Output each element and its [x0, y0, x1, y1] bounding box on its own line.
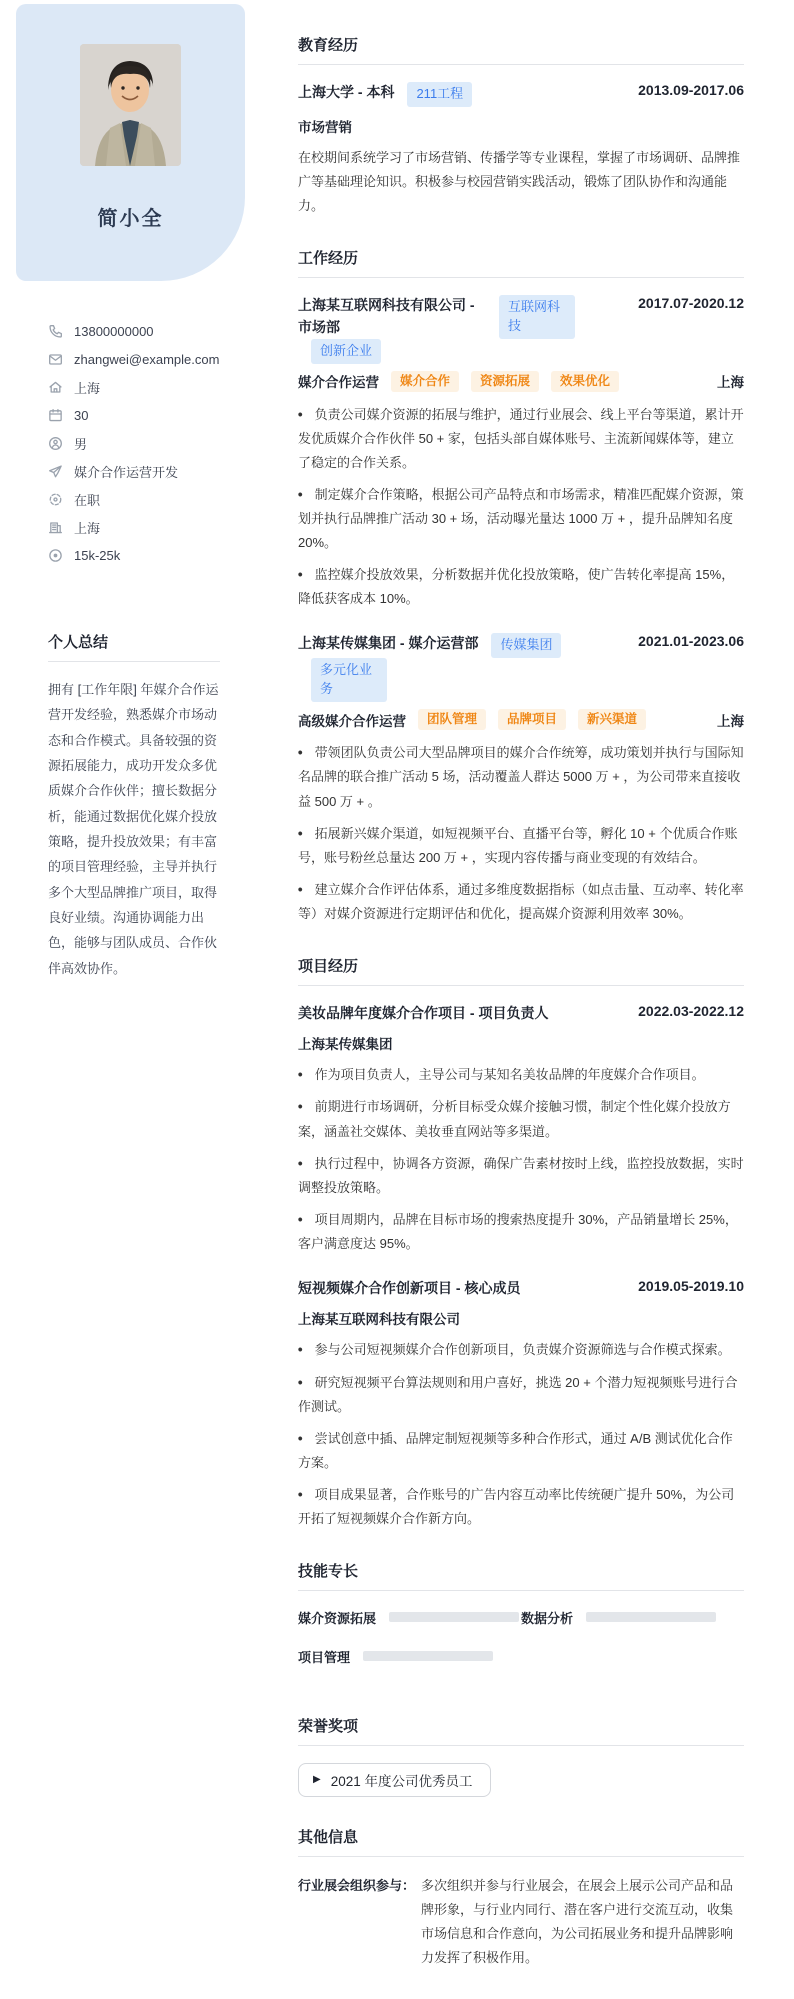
contact-item: [48, 345, 252, 373]
contact-text: 上海: [74, 380, 101, 396]
contact-item: [48, 317, 252, 345]
summary-text: 拥有 [工作年限] 年媒介合作运营开发经验，熟悉媒介市场动态和合作模式。具备较强的资源拓展能力，成功开发众多优质媒介合作伙伴；擅长数据分析，能通过数据优化媒介投放策略，提升投放效果；有丰富的项目管理经验，主导并执行多个大型品牌推广项目，取得良好业绩。沟通协调能力出色，能够与团队成员、合作伙伴高效协作。: [48, 682, 219, 976]
work-location: 上海: [717, 375, 744, 391]
work-head-left: [298, 295, 626, 364]
keyword-tag: 新兴渠道: [578, 709, 646, 731]
skill-label: 数据分析: [521, 1610, 574, 1626]
education-head: [298, 82, 744, 107]
contact-text: 媒介合作运营开发: [74, 464, 179, 480]
work-head: [298, 633, 744, 702]
contact-item: [48, 429, 252, 457]
other-info-text: 多次组织并参与行业展会，在展会上展示公司产品和品牌形象，与行业内同行、潜在客户进行交流互动，收集市场信息和合作意向，为公司拓展业务和提升品牌影响力发挥了积极作用。: [421, 1877, 734, 1965]
honor-badge: [298, 1763, 491, 1797]
work-head: [298, 295, 744, 364]
sidebar: [16, 0, 252, 1999]
skill-bar: [363, 1651, 493, 1661]
project-head: [298, 1003, 744, 1025]
salary-icon: [48, 548, 63, 563]
building-icon: [48, 520, 63, 535]
bullet-list: [298, 1063, 744, 1255]
bullet-dot-icon: •: [297, 824, 303, 842]
skill-label: 媒介资源拓展: [298, 1610, 377, 1626]
project-item: [298, 1003, 744, 1256]
bullet-item: • 负责公司媒介资源的拓展与维护，通过行业展会、线上平台等渠道，累计开发优质媒介合作伙伴 50 + 家，包括头部自媒体账号、主流新闻媒体等，建立了稳定的合作关系。: [298, 403, 744, 475]
other-info-row: [298, 1874, 744, 1970]
position-title: 高级媒介合作运营: [298, 713, 406, 729]
resume-main: [252, 0, 794, 1999]
bullet-item: • 尝试创意中插、品牌定制短视频等多种合作形式，通过 A/B 测试优化合作方案。: [298, 1427, 744, 1475]
bullet-dot-icon: •: [297, 880, 303, 898]
bullet-item: • 执行过程中，协调各方资源，确保广告素材按时上线，监控投放数据，实时调整投放策略。: [298, 1152, 744, 1200]
section-projects: [298, 955, 744, 1531]
project-name: 短视频媒介合作创新项目 - 核心成员: [298, 1279, 521, 1296]
contact-item: [48, 457, 252, 485]
contact-text: 在职: [74, 492, 101, 508]
contact-item: [48, 401, 252, 429]
work-date: 2017.07-2020.12: [638, 294, 744, 311]
company-name: 上海某互联网科技有限公司 - 市场部: [298, 296, 475, 335]
section-education: [298, 34, 744, 218]
bullet-item: • 项目成果显著，合作账号的广告内容互动率比传统硬广提升 50%，为公司开拓了短视频媒介合作新方向。: [298, 1483, 744, 1531]
company-tag: 传媒集团: [491, 633, 561, 658]
contact-list: [48, 317, 252, 569]
contact-item: [48, 513, 252, 541]
company-name: 上海某传媒集团 - 媒介运营部: [298, 635, 479, 652]
bullet-dot-icon: •: [297, 1066, 303, 1084]
bullet-list: [298, 403, 744, 611]
project-head: [298, 1278, 744, 1300]
sidebar-hero: [16, 4, 245, 281]
bullet-dot-icon: •: [297, 1210, 303, 1228]
bullet-dot-icon: •: [297, 1373, 303, 1391]
work-head-left: [298, 633, 626, 702]
bullet-dot-icon: •: [297, 1098, 303, 1116]
section-work: [298, 247, 744, 926]
age-icon: [48, 408, 63, 423]
bullet-item: • 带领团队负责公司大型品牌项目的媒介合作统筹，成功策划并执行与国际知名品牌的联合推广活动 5 场，活动覆盖人群达 5000 万 + ，为公司带来直接收益 500 万 + 。: [298, 741, 744, 813]
section-skills: [298, 1560, 744, 1686]
bullet-dot-icon: •: [297, 1154, 303, 1172]
contact-text: 上海: [74, 520, 101, 536]
skill-label: 项目管理: [298, 1649, 351, 1665]
bullet-item: • 研究短视频平台算法规则和用户喜好，挑选 20 + 个潜力短视频账号进行合作测试。: [298, 1371, 744, 1419]
bullet-item: • 参与公司短视频媒介合作创新项目，负责媒介资源筛选与合作模式探索。: [298, 1338, 744, 1362]
school-name: 上海大学 - 本科: [298, 84, 395, 100]
position-row: [298, 371, 744, 393]
phone-icon: [48, 324, 63, 339]
skills-title: 技能专长: [298, 1560, 744, 1591]
bullet-list: [298, 1338, 744, 1530]
portrait-illustration: [80, 44, 181, 166]
contact-text: 15k-25k: [74, 547, 121, 563]
bullet-item: • 拓展新兴媒介渠道，如短视频平台、直播平台等，孵化 10 + 个优质合作账号，账号粉丝总量达 200 万 + ，实现内容传播与商业变现的有效结合。: [298, 822, 744, 870]
education-item: [298, 82, 744, 218]
project-head-left: [298, 1278, 626, 1300]
project-name: 美妆品牌年度媒介合作项目 - 项目负责人: [298, 1004, 549, 1021]
person-name: 简小全: [97, 208, 164, 230]
profile-photo: [80, 44, 181, 166]
bullet-dot-icon: •: [297, 566, 303, 583]
mail-icon: [48, 352, 63, 367]
summary-title: 个人总结: [48, 631, 220, 662]
bullet-dot-icon: •: [297, 1341, 303, 1359]
home-icon: [48, 380, 63, 395]
bullet-dot-icon: •: [297, 406, 303, 423]
position-row: [298, 709, 744, 731]
work-date: 2021.01-2023.06: [638, 633, 744, 650]
work-item: [298, 295, 744, 611]
honors-title: 荣誉奖项: [298, 1715, 744, 1746]
skill-item: [298, 1647, 521, 1666]
project-date: 2022.03-2022.12: [638, 1002, 744, 1019]
work-item: [298, 633, 744, 925]
keyword-tag: 媒介合作: [391, 371, 459, 393]
contact-item: [48, 541, 252, 569]
project-date: 2019.05-2019.10: [638, 1277, 744, 1294]
education-date: 2013.09-2017.06: [638, 82, 744, 98]
projects-title: 项目经历: [298, 955, 744, 986]
position-title: 媒介合作运营: [298, 375, 379, 391]
skill-item: [521, 1608, 744, 1627]
contact-text: 30: [74, 407, 89, 423]
personal-summary: [48, 631, 220, 981]
bullet-item: • 前期进行市场调研，分析目标受众媒介接触习惯，制定个性化媒介投放方案，涵盖社交媒体、美妆垂直网站等多渠道。: [298, 1095, 744, 1143]
skill-item: [298, 1608, 521, 1627]
bullet-item: • 监控媒介投放效果，分析数据并优化投放策略，使广告转化率提高 15%，降低获客成本 10%。: [298, 563, 744, 611]
other-title: 其他信息: [298, 1826, 744, 1857]
status-icon: [48, 492, 63, 507]
work-title: 工作经历: [298, 247, 744, 278]
bullet-dot-icon: •: [297, 744, 303, 762]
bullet-dot-icon: •: [297, 1485, 303, 1503]
gender-icon: [48, 436, 63, 451]
company-tag: 多元化业务: [311, 658, 387, 702]
school-badge: 211工程: [407, 82, 472, 107]
keyword-tag: 效果优化: [551, 371, 619, 393]
education-description: 在校期间系统学习了市场营销、传播学等专业课程，掌握了市场调研、品牌推广等基础理论知识。积极参与校园营销实践活动，锻炼了团队协作和沟通能力。: [298, 149, 741, 213]
contact-item: [48, 373, 252, 401]
bullet-item: • 建立媒介合作评估体系，通过多维度数据指标（如点击量、互动率、转化率等）对媒介资源进行定期评估和优化，提高媒介资源利用效率 30%。: [298, 878, 744, 926]
project-item: [298, 1278, 744, 1531]
work-location: 上海: [717, 713, 744, 729]
paper-plane-icon: [48, 464, 63, 479]
play-triangle-icon: ▶: [313, 1774, 321, 1786]
bullet-list: [298, 741, 744, 925]
contact-text: 13800000000: [74, 323, 154, 339]
contact-text: 男: [74, 436, 88, 452]
project-org: 上海某传媒集团: [298, 1037, 393, 1053]
keyword-tag: 品牌项目: [498, 709, 566, 731]
contact-item: [48, 485, 252, 513]
project-org: 上海某互联网科技有限公司: [298, 1312, 460, 1328]
bullet-item: • 项目周期内，品牌在目标市场的搜索热度提升 30%，产品销量增长 25%，客户满意度达 95%。: [298, 1208, 744, 1256]
bullet-dot-icon: •: [297, 486, 303, 503]
contact-text: zhangwei@example.com: [74, 351, 220, 367]
company-tag: 互联网科技: [499, 295, 575, 339]
skill-bar: [389, 1612, 519, 1622]
bullet-dot-icon: •: [297, 1429, 303, 1447]
education-title: 教育经历: [298, 34, 744, 65]
honor-text: 2021 年度公司优秀员工: [330, 1773, 473, 1789]
other-info-label: 行业展会组织参与：: [298, 1877, 416, 1893]
education-head-left: [298, 82, 626, 107]
bullet-item: • 作为项目负责人，主导公司与某知名美妆品牌的年度媒介合作项目。: [298, 1063, 744, 1087]
skill-bar: [586, 1612, 716, 1622]
keyword-tag: 团队管理: [418, 709, 486, 731]
section-other: [298, 1826, 744, 1970]
major-name: 市场营销: [298, 119, 352, 135]
section-honors: [298, 1715, 744, 1797]
project-head-left: [298, 1003, 626, 1025]
company-tag: 创新企业: [311, 339, 381, 364]
bullet-item: • 制定媒介合作策略，根据公司产品特点和市场需求，精准匹配媒介资源，策划并执行品牌推广活动 30 + 场，活动曝光量达 1000 万 + ，提升品牌知名度 20%。: [298, 483, 744, 555]
keyword-tag: 资源拓展: [471, 371, 539, 393]
